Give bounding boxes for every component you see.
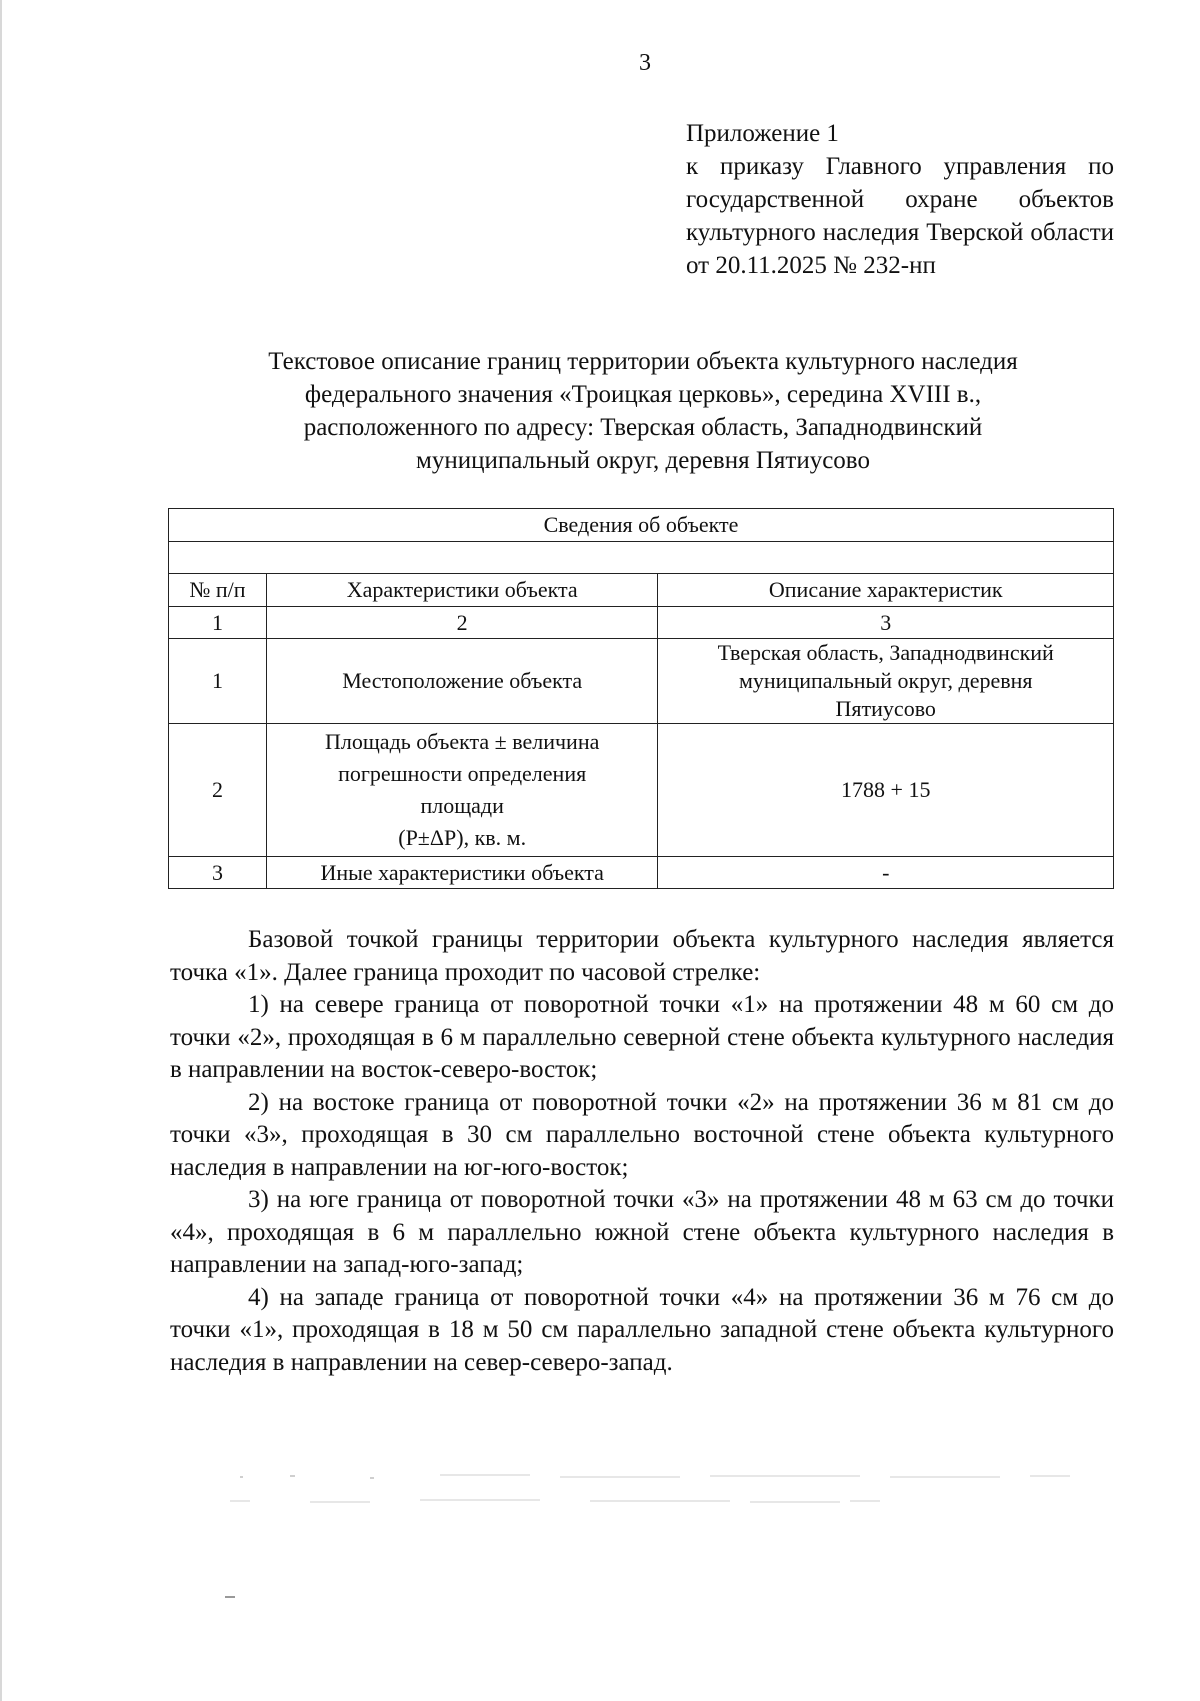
table-empty-row [169,542,1114,574]
row-characteristic: Местоположение объекта [266,639,658,724]
appendix-text: к приказу Главного управления по государственной охране объектов культурного наследия Тверской области от 20.11.2025 № 232-нп [686,153,1114,279]
scan-mark [225,1596,235,1598]
row-num: 1 [169,639,267,724]
header-characteristic: Характеристики объекта [266,574,658,607]
row-num: 3 [169,857,267,889]
row-num: 2 [169,724,267,857]
header-num: № п/п [169,574,267,607]
title-line: Текстовое описание границ территории объекта культурного наследия [268,348,1018,375]
description-line: Пятиусово [835,696,936,721]
row-description [658,639,1114,724]
title-line: федерального значения «Троицкая церковь», середина XVIII в., [304,381,982,408]
boundary-point-paragraph: 1) на севере граница от поворотной точки «1» на протяжении 48 м 60 см до точки «2», проходящая в 6 м параллельно северной стене объекта культурного наследия в направлении на восток-северо-восток; [170,991,1114,1083]
boundary-point-paragraph: 2) на востоке граница от поворотной точки «2» на протяжении 36 м 81 см до точки «3», проходящая в 30 см параллельно восточной стене объекта культурного наследия в направлении на юг-юго-восток; [170,1088,1114,1181]
appendix-block [686,117,1114,282]
description-line: Тверская область, Западнодвинский [717,640,1054,665]
column-number: 2 [266,607,658,639]
table-row [169,639,1114,724]
column-number: 1 [169,607,267,639]
characteristic-line: погрешности определения [338,761,587,786]
characteristic-line: Площадь объекта ± величина [325,729,600,754]
table-row [169,724,1114,857]
description-line: муниципальный округ, деревня [738,668,1033,693]
title-line: муниципальный округ, деревня Пятиусово [416,447,870,474]
intro-paragraph: Базовой точкой границы территории объекта культурного наследия является точка «1». Далее граница проходит по часовой стрелке: [170,926,1114,986]
boundary-description [170,924,1114,1379]
row-characteristic [266,724,658,857]
row-characteristic: Иные характеристики объекта [266,857,658,889]
page-number: 3 [639,50,651,76]
appendix-label: Приложение 1 [686,120,839,147]
scan-noise [230,1470,1110,1510]
boundary-point-paragraph: 4) на западе граница от поворотной точки «4» на протяжении 36 м 76 см до точки «1», проходящая в 18 м 50 см параллельно западной стене объекта культурного наследия в направлении на север-северо-запад. [170,1283,1114,1376]
page-edge [0,0,2,1701]
table-row [169,857,1114,889]
row-description: - [658,857,1114,889]
table-caption: Сведения об объекте [169,509,1114,542]
object-info-table [168,508,1114,889]
header-description: Описание характеристик [658,574,1114,607]
title-line: расположенного по адресу: Тверская область, Западнодвинский [303,414,983,441]
column-number: 3 [658,607,1114,639]
document-title [170,345,1116,477]
characteristic-line: площади [420,793,504,818]
characteristic-line: (P±ΔP), кв. м. [398,825,527,850]
row-description: 1788 + 15 [658,724,1114,857]
boundary-point-paragraph: 3) на юге граница от поворотной точки «3» на протяжении 48 м 63 см до точки «4», проходящая в 6 м параллельно южной стене объекта культурного наследия в направлении на запад-юго-запад; [170,1186,1114,1278]
